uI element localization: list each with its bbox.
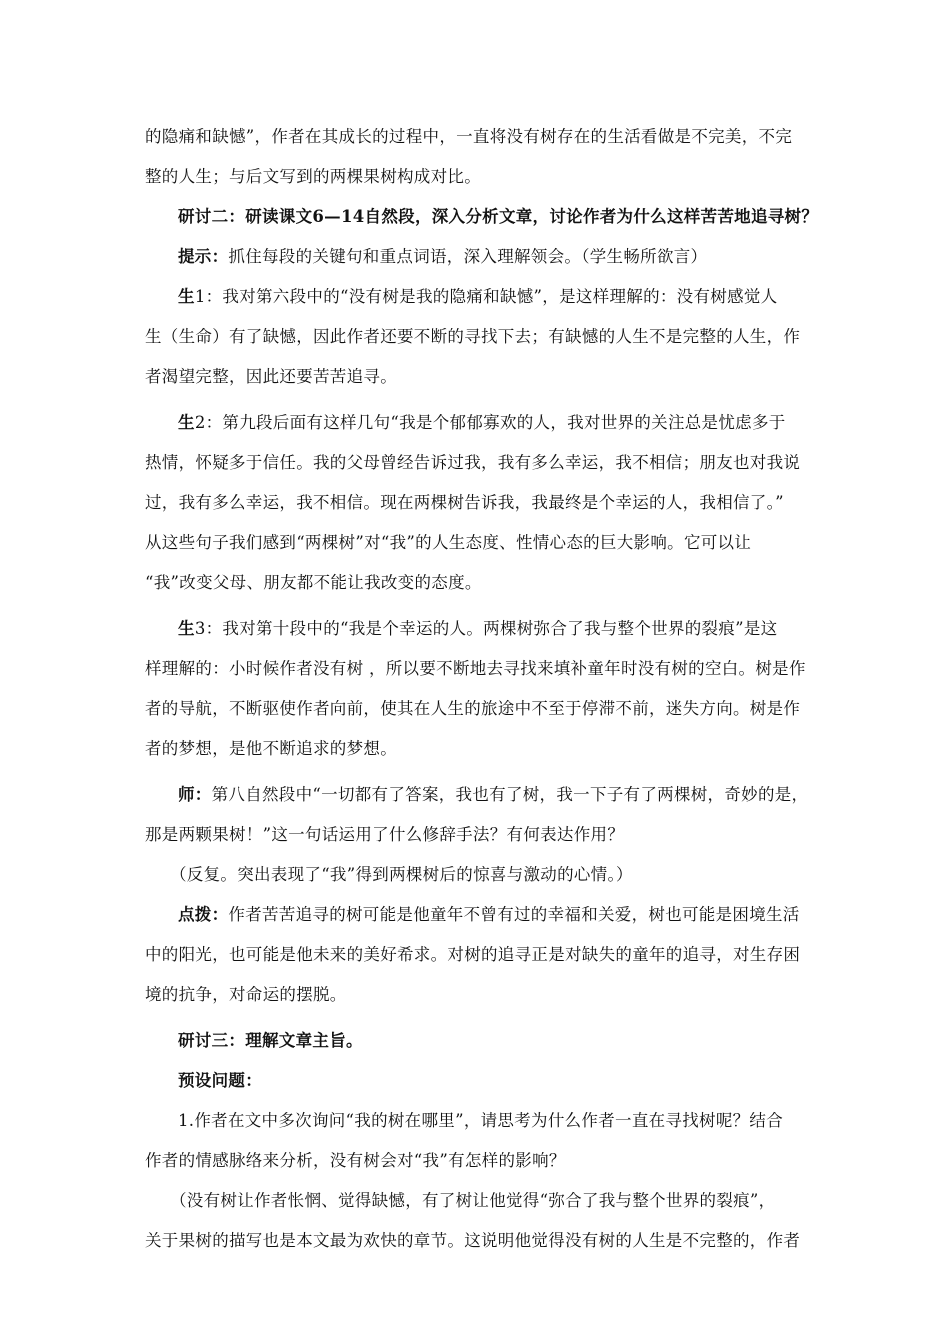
paragraph-line: 作者苦苦追寻的树可能是他童年不曾有过的幸福和关爱，树也可能是困境生活 bbox=[228, 905, 800, 924]
hint-text: 抓住每段的关键句和重点词语，深入理解领会。（学生畅所欲言） bbox=[228, 247, 708, 266]
paragraph-line: 者的梦想，是他不断追求的梦想。 bbox=[145, 739, 397, 758]
student-label: 生 bbox=[178, 287, 195, 306]
student-3-paragraph bbox=[145, 614, 809, 654]
paragraph-line: 那是两颗果树！”这一句话运用了什么修辞手法？有何表达作用？ bbox=[145, 825, 625, 844]
student-label: 生 bbox=[178, 413, 195, 432]
paragraph-line: 生（生命）有了缺憾，因此作者还要不断的寻找下去；有缺憾的人生不是完整的人生，作 bbox=[145, 327, 801, 346]
paragraph-line: 1：我对第六段中的“没有树是我的隐痛和缺憾”，是这样理解的：没有树感觉人 bbox=[194, 287, 778, 306]
section-heading-discussion-3: 研讨三：理解文章主旨。 bbox=[178, 1031, 363, 1050]
paragraph-line: 从这些句子我们感到“两棵树”对“我”的人生态度、性情心态的巨大影响。它可以让 bbox=[145, 533, 752, 552]
answer-paragraph: （反复。突出表现了“我”得到两棵树后的惊喜与激动的心情。） bbox=[170, 865, 633, 884]
student-2-paragraph bbox=[145, 408, 809, 448]
paragraph-line: 样理解的：小时候作者没有树 ，所以要不断地去寻找来填补童年时没有树的空白。树是作 bbox=[145, 659, 806, 678]
paragraph-line: 关于果树的描写也是本文最为欢快的章节。这说明他觉得没有树的人生是不完整的，作者 bbox=[145, 1231, 801, 1250]
paragraph-line: 整的人生；与后文写到的两棵果树构成对比。 bbox=[145, 167, 481, 186]
answer-paragraph: （没有树让作者怅惘、觉得缺憾，有了树让他觉得“弥合了我与整个世界的裂痕”， bbox=[170, 1191, 776, 1210]
hint-label: 提示： bbox=[178, 247, 229, 266]
student-1-paragraph bbox=[145, 282, 809, 322]
guidance-paragraph bbox=[145, 900, 809, 940]
document-body bbox=[145, 122, 819, 1266]
preset-questions-heading: 预设问题： bbox=[178, 1071, 262, 1090]
paragraph-line: “我”改变父母、朋友都不能让我改变的态度。 bbox=[145, 573, 482, 592]
paragraph-line: 过，我有多么幸运，我不相信。现在两棵树告诉我，我最终是个幸运的人，我相信了。” bbox=[145, 493, 784, 512]
paragraph-line: 3：我对第十段中的“我是个幸运的人。两棵树弥合了我与整个世界的裂痕”是这 bbox=[194, 619, 778, 638]
paragraph-line: 热情，怀疑多于信任。我的父母曾经告诉过我，我有多么幸运，我不相信；朋友也对我说 bbox=[145, 453, 801, 472]
paragraph-line: 者的导航，不断驱使作者向前，使其在人生的旅途中不至于停滞不前，迷失方向。树是作 bbox=[145, 699, 801, 718]
paragraph-line: 作者的情感脉络来分析，没有树会对“我”有怎样的影响？ bbox=[145, 1151, 566, 1170]
paragraph-line: 第八自然段中“一切都有了答案，我也有了树，我一下子有了两棵树，奇妙的是， bbox=[211, 785, 809, 804]
student-label: 生 bbox=[178, 619, 195, 638]
section-heading-discussion-2: 研讨二：研读课文6—14自然段，深入分析文章，讨论作者为什么这样苦苦地追寻树？ bbox=[178, 207, 819, 226]
hint-paragraph bbox=[145, 242, 809, 282]
teacher-label: 师： bbox=[178, 785, 212, 804]
paragraph-line: 的隐痛和缺憾”，作者在其成长的过程中，一直将没有树存在的生活看做是不完美，不完 bbox=[145, 127, 793, 146]
paragraph-line: 2：第九段后面有这样几句“我是个郁郁寡欢的人，我对世界的关注总是忧虑多于 bbox=[194, 413, 786, 432]
paragraph-line: 境的抗争，对命运的摆脱。 bbox=[145, 985, 347, 1004]
question-1-paragraph: 1.作者在文中多次询问“我的树在哪里”，请思考为什么作者一直在寻找树呢？结合 bbox=[178, 1111, 784, 1130]
paragraph-line: 者渴望完整，因此还要苦苦追寻。 bbox=[145, 367, 397, 386]
guidance-label: 点拨： bbox=[178, 905, 229, 924]
teacher-paragraph bbox=[145, 780, 809, 820]
paragraph-line: 中的阳光，也可能是他未来的美好希求。对树的追寻正是对缺失的童年的追寻，对生存困 bbox=[145, 945, 801, 964]
